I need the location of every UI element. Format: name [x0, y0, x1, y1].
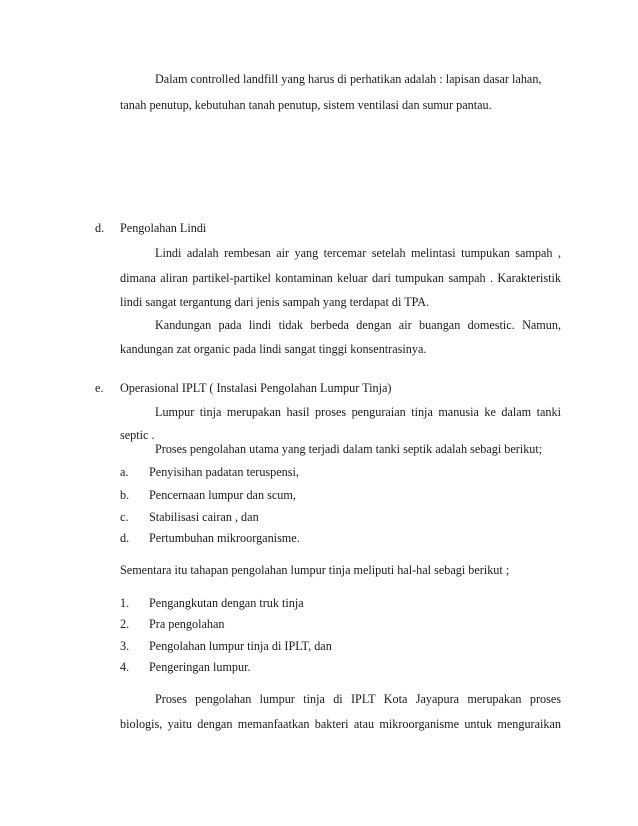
list-alpha-item: Pencernaan lumpur dan scum,: [149, 488, 296, 502]
list-num-marker: 2.: [120, 617, 130, 631]
list-alpha-item: Penyisihan padatan teruspensi,: [149, 465, 299, 479]
list-alpha-marker: c.: [120, 510, 129, 524]
section-e-heading: Operasional IPLT ( Instalasi Pengolahan Lumpur Tinja): [120, 381, 392, 395]
list-num-item: Pra pengolahan: [149, 617, 225, 631]
section-d-p1-line-2: dimana aliran partikel-partikel kontaminan keluar dari tumpukan sampah . Karakteristik: [120, 271, 561, 285]
section-e-marker: e.: [95, 381, 104, 395]
list-num-marker: 1.: [120, 596, 130, 610]
section-e-p1-line-2: septic .: [120, 428, 155, 442]
intro-line-1: Dalam controlled landfill yang harus di perhatikan adalah : lapisan dasar lahan,: [155, 72, 542, 86]
section-d-heading: Pengolahan Lindi: [120, 221, 207, 235]
list-alpha-item: Pertumbuhan mikroorganisme.: [149, 531, 300, 545]
section-e-p4-line-1: Proses pengolahan lumpur tinja di IPLT Kota Jayapura merupakan proses: [155, 692, 561, 706]
section-d-p2-line-1: Kandungan pada lindi tidak berbeda dengan air buangan domestic. Namun,: [155, 318, 561, 332]
list-num-item: Pengangkutan dengan truk tinja: [149, 596, 304, 610]
list-num-marker: 4.: [120, 660, 130, 674]
section-e-p1-line-1: Lumpur tinja merupakan hasil proses penguraian tinja manusia ke dalam tanki: [155, 405, 561, 419]
section-d-marker: d.: [95, 221, 105, 235]
list-alpha-marker: b.: [120, 488, 130, 502]
section-e-p3: Sementara itu tahapan pengolahan lumpur tinja meliputi hal-hal sebagi berikut ;: [120, 563, 510, 577]
list-alpha-marker: a.: [120, 465, 129, 479]
section-e-p4-line-2: biologis, yaitu dengan memanfaatkan bakteri atau mikroorganisme untuk menguraikan: [120, 717, 561, 731]
section-d-p1-line-1: Lindi adalah rembesan air yang tercemar setelah melintasi tumpukan sampah ,: [155, 246, 561, 260]
section-d-p2-line-2: kandungan zat organic pada lindi sangat tinggi konsentrasinya.: [120, 342, 427, 356]
list-alpha-item: Stabilisasi cairan , dan: [149, 510, 259, 524]
list-num-item: Pengeringan lumpur.: [149, 660, 251, 674]
list-num-item: Pengolahan lumpur tinja di IPLT, dan: [149, 639, 332, 653]
list-alpha-marker: d.: [120, 531, 130, 545]
intro-line-2: tanah penutup, kebutuhan tanah penutup, sistem ventilasi dan sumur pantau.: [120, 98, 492, 112]
list-num-marker: 3.: [120, 639, 130, 653]
section-e-p2: Proses pengolahan utama yang terjadi dalam tanki septik adalah sebagi berikut;: [155, 442, 543, 456]
section-d-p1-line-3: lindi sangat tergantung dari jenis sampah yang terdapat di TPA.: [120, 295, 430, 309]
